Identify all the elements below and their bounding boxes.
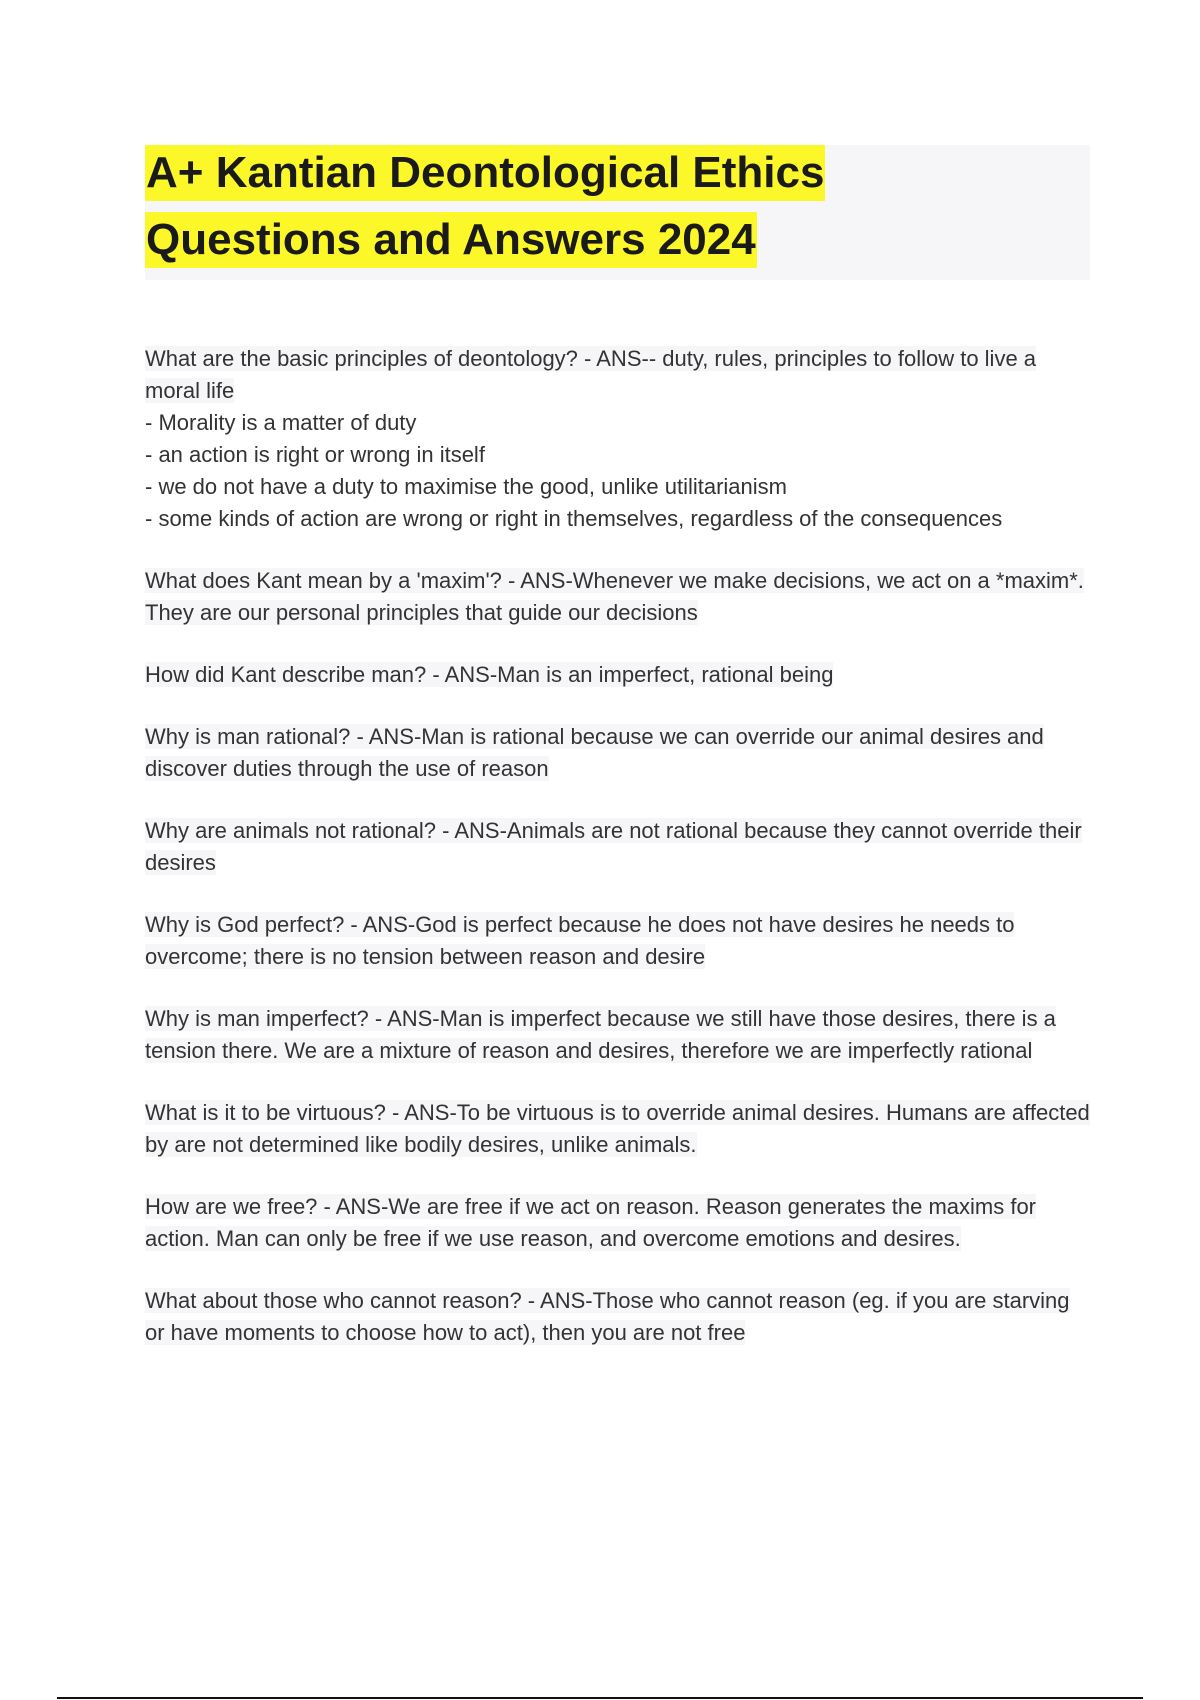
qa-text: How are we free? - ANS-We are free if we act on reason. Reason generates the maxims for action. Man can only be free if we use reason, and overcome emotions and desires. — [145, 1194, 1036, 1251]
qa-item — [145, 1285, 1090, 1349]
qa-item — [145, 909, 1090, 973]
footer-divider — [57, 1697, 1143, 1699]
qa-bullet: - Morality is a matter of duty — [145, 410, 417, 435]
qa-list — [145, 343, 1090, 1349]
document-page — [145, 145, 1090, 1379]
qa-item — [145, 659, 1090, 691]
qa-text: Why is man imperfect? - ANS-Man is imperfect because we still have those desires, there is a tension there. We are a mixture of reason and desires, therefore we are imperfectly rational — [145, 1006, 1056, 1063]
qa-bullet: - some kinds of action are wrong or right in themselves, regardless of the consequences — [145, 506, 1003, 531]
qa-item — [145, 1097, 1090, 1161]
qa-text: Why are animals not rational? - ANS-Animals are not rational because they cannot override their desires — [145, 818, 1082, 875]
title-block — [145, 145, 1090, 280]
qa-bullet: - an action is right or wrong in itself — [145, 442, 485, 467]
qa-text: What does Kant mean by a 'maxim'? - ANS-Whenever we make decisions, we act on a *maxim*. They are our personal principles that guide our decisions — [145, 568, 1084, 625]
qa-item — [145, 721, 1090, 785]
qa-item — [145, 1003, 1090, 1067]
qa-item — [145, 1191, 1090, 1255]
qa-text: What about those who cannot reason? - ANS-Those who cannot reason (eg. if you are starving or have moments to choose how to act), then you are not free — [145, 1288, 1070, 1345]
qa-item — [145, 565, 1090, 629]
qa-item — [145, 343, 1090, 535]
document-title-line-1: A+ Kantian Deontological Ethics — [145, 145, 825, 201]
qa-text: Why is God perfect? - ANS-God is perfect because he does not have desires he needs to overcome; there is no tension between reason and desire — [145, 912, 1015, 969]
qa-bullet: - we do not have a duty to maximise the good, unlike utilitarianism — [145, 474, 787, 499]
qa-text: What is it to be virtuous? - ANS-To be virtuous is to override animal desires. Humans are affected by are not determined like bodily desires, unlike animals. — [145, 1100, 1090, 1157]
qa-item — [145, 815, 1090, 879]
document-title-line-2: Questions and Answers 2024 — [145, 212, 757, 268]
qa-text: Why is man rational? - ANS-Man is rational because we can override our animal desires and discover duties through the use of reason — [145, 724, 1044, 781]
qa-text: How did Kant describe man? - ANS-Man is an imperfect, rational being — [145, 662, 834, 687]
qa-text: What are the basic principles of deontology? - ANS-- duty, rules, principles to follow to live a moral life — [145, 346, 1037, 403]
